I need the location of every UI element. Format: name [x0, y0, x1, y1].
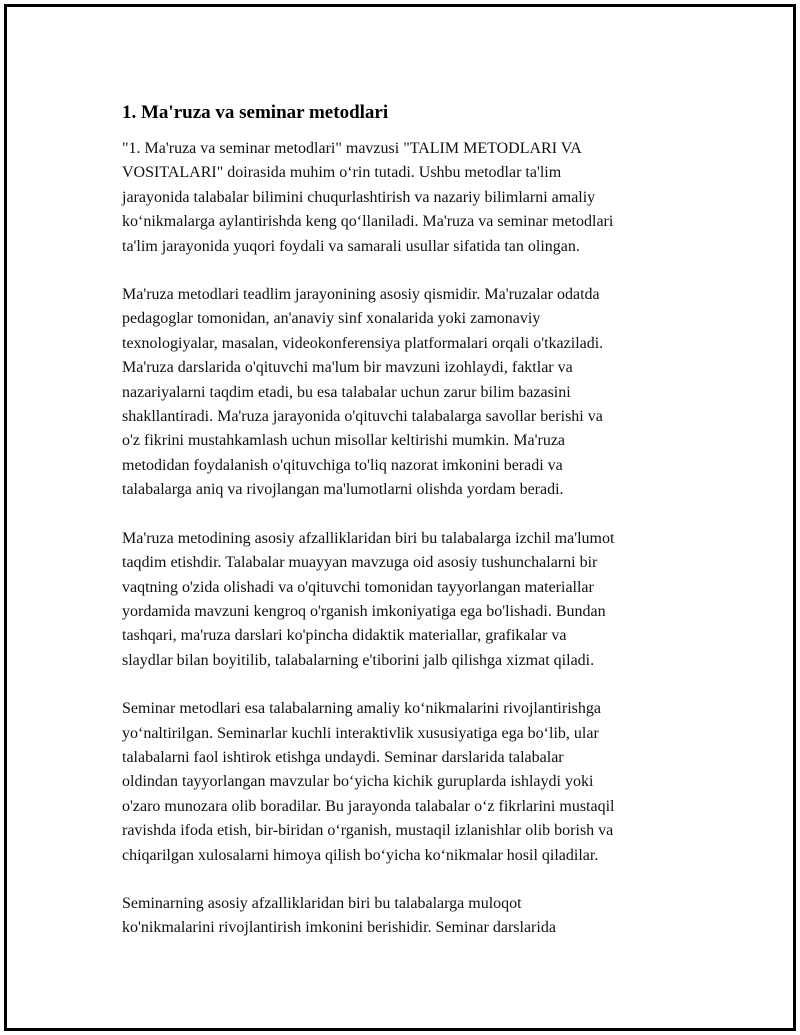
paragraph-seminar-methods: Seminar metodlari esa talabalarning amaliy ko‘nikmalarini rivojlantirishga yo‘naltirilgan. Seminarlar kuchli interaktivlik xususiyatiga ega bo‘lib, ular talabalarni faol ishtirok etishga undaydi. Seminar darslarida talabalar oldindan tayyorlangan mavzular bo‘yicha kichik guruplarda ishlaydi yoki o'zaro munozara olib boradilar. Bu jarayonda talabalar o‘z fikrlarini mustaqil ravishda ifoda etish, bir-biridan o‘rganish, mustaqil izlanishlar olib borish va chiqarilgan xulosalarni himoya qilish bo‘yicha ko‘nikmalar hosil qiladilar. — [122, 700, 615, 864]
paragraph-lecture-advantages: Ma'ruza metodining asosiy afzalliklaridan biri bu talabalarga izchil ma'lumot taqdim etishdir. Talabalar muayyan mavzuga oid asosiy tushunchalarni bir vaqtning o'zida olishadi va o'qituvchi tomonidan tayyorlangan materiallar yordamida mavzuni kengroq o'rganish imkoniyatiga ega bo'lishadi. Bundan tashqari, ma'ruza darslari ko'pincha didaktik materiallar, grafikalar va slaydlar bilan boyitilib, talabalarning e'tiborini jalb qilishga xizmat qiladi. — [122, 529, 615, 669]
section-heading: 1. Ma'ruza va seminar metodlari — [122, 102, 389, 123]
paragraph-intro: "1. Ma'ruza va seminar metodlari" mavzusi "TALIM METODLARI VA VOSITALARI" doirasida muhim o‘rin tutadi. Ushbu metodlar ta'lim jarayonida talabalar bilimini chuqurlashtirish va nazariy bilimlarni amaliy ko‘nikmalarga aylantirishda keng qo‘llaniladi. Ma'ruza va seminar metodlari ta'lim jarayonida yuqori foydali va samarali usullar sifatida tan olingan. — [122, 140, 614, 255]
page-frame — [4, 4, 796, 1031]
paragraph-lecture-methods: Ma'ruza metodlari teadlim jarayonining asosiy qismidir. Ma'ruzalar odatda pedagoglar tomonidan, an'anaviy sinf xonalarida yoki zamonaviy texnologiyalar, masalan, videokonferensiya platformalari orqali o'tkaziladi. Ma'ruza darslarida o'qituvchi ma'lum bir mavzuni izohlaydi, faktlar va nazariyalarni taqdim etadi, bu esa talabalar uchun zarur bilim bazasini shakllantiradi. Ma'ruza jarayonida o'qituvchi talabalarga savollar berishi va o'z fikrini mustahkamlash uchun misollar keltirishi mumkin. Ma'ruza metodidan foydalanish o'qituvchiga to'liq nazorat imkonini beradi va talabalarga aniq va rivojlangan ma'lumotlarni olishda yordam beradi. — [122, 286, 604, 499]
document-body — [122, 101, 702, 965]
paragraph-seminar-advantages: Seminarning asosiy afzalliklaridan biri bu talabalarga muloqot ko'nikmalarini rivojlantirish imkonini berishidir. Seminar darslarida — [122, 894, 556, 937]
